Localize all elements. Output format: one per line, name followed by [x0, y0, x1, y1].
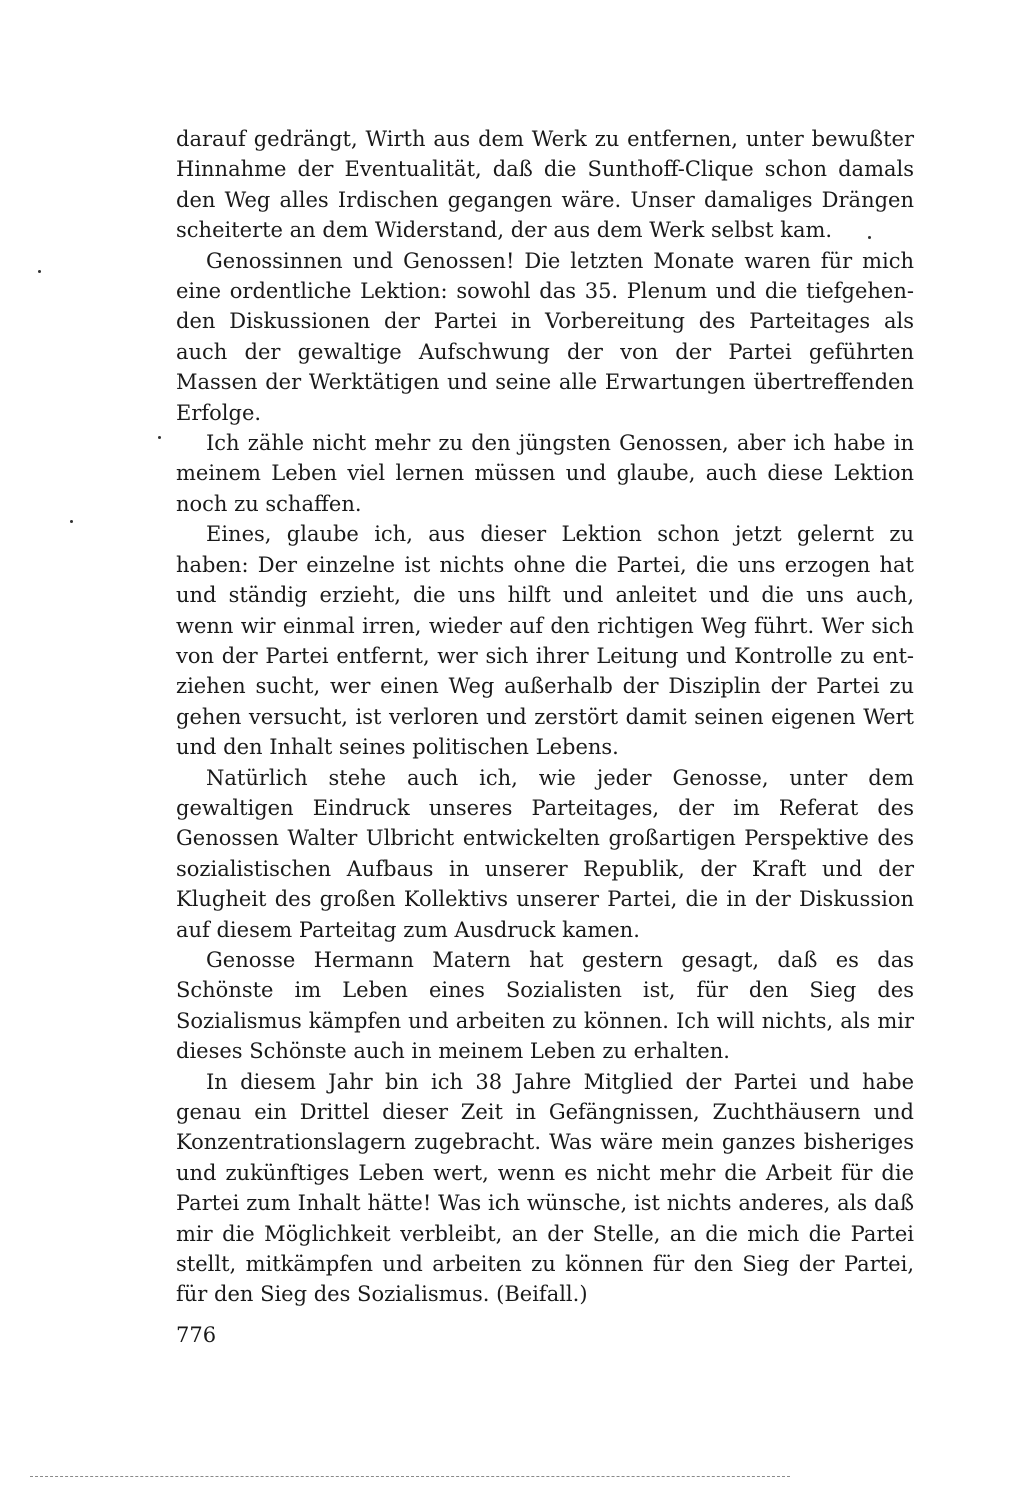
scan-edge-line — [30, 1476, 790, 1477]
paragraph-2: Genossinnen und Genossen! Die letzten Monate waren für mich eine ordentliche Lektion: sowohl das 35. Plenum und die tiefgehenden Diskussionen der Partei in Vorbereitung des Parteitages als auch der gewaltige Aufschwung der von der Partei geführten Massen der Werktätigen und seine alle Erwartungen übertreffenden Erfolge. — [176, 248, 914, 425]
scan-speck — [38, 270, 41, 273]
paragraph-5: Natürlich stehe auch ich, wie jeder Genosse, unter dem gewaltigen Eindruck unseres Parteitages, der im Referat des Genossen Walter Ulbricht entwickelten großartigen Perspektive des sozialistischen Aufbaus in unserer Republik, der Kraft und der Klugheit des großen Kollektivs unserer Partei, die in der Diskussion auf diesem Parteitag zum Ausdruck kamen. — [176, 765, 914, 942]
paragraph-4: Eines, glaube ich, aus dieser Lektion schon jetzt gelernt zu haben: Der einzelne ist nichts ohne die Partei, die uns erzogen hat und ständig erzieht, die uns hilft und anleitet und die uns auch, wenn wir einmal irren, wieder auf den richtigen Weg führt. Wer sich von der Partei entfernt, wer sich ihrer Leitung und Kontrolle zu entziehen sucht, wer einen Weg außerhalb der Disziplin der Partei zu gehen versucht, ist verloren und zerstört damit seinen eigenen Wert und den Inhalt seines politischen Lebens. — [176, 522, 914, 760]
scan-speck — [868, 236, 871, 239]
paragraph-6: Genosse Hermann Matern hat gestern gesagt, daß es das Schönste im Leben eines Sozialisten ist, für den Sieg des Sozialismus kämpfen und arbeiten zu können. Ich will nichts, als mir dieses Schönste auch in meinem Leben zu erhalten. — [176, 947, 914, 1064]
paragraph-3: Ich zähle nicht mehr zu den jüngsten Genossen, aber ich habe in meinem Leben viel lernen müssen und glaube, auch diese Lektion noch zu schaffen. — [176, 431, 914, 516]
body-text — [176, 124, 914, 1310]
scan-speck — [158, 436, 161, 439]
paragraph-1: darauf gedrängt, Wirth aus dem Werk zu entfernen, unter bewußter Hinnahme der Eventualität, daß die Sunthoff-Clique schon damals den Weg alles Irdischen gegangen wäre. Unser damaliges Drängen scheiterte an dem Widerstand, der aus dem Werk selbst kam. — [176, 127, 914, 243]
page-number: 776 — [176, 1323, 217, 1347]
scan-speck — [70, 520, 73, 523]
paragraph-7: In diesem Jahr bin ich 38 Jahre Mitglied der Partei und habe genau ein Drittel dieser Zeit in Gefängnissen, Zuchthäusern und Konzentrationslagern zugebracht. Was wäre mein ganzes bisheriges und zukünftiges Leben wert, wenn es nicht mehr die Arbeit für die Partei zum Inhalt hätte! Was ich wünsche, ist nichts anderes, als daß mir die Möglichkeit verbleibt, an der Stelle, an die mich die Partei stellt, mitkämpfen und arbeiten zu können für den Sieg der Partei, für den Sieg des Sozialismus. (Beifall.) — [176, 1069, 914, 1307]
